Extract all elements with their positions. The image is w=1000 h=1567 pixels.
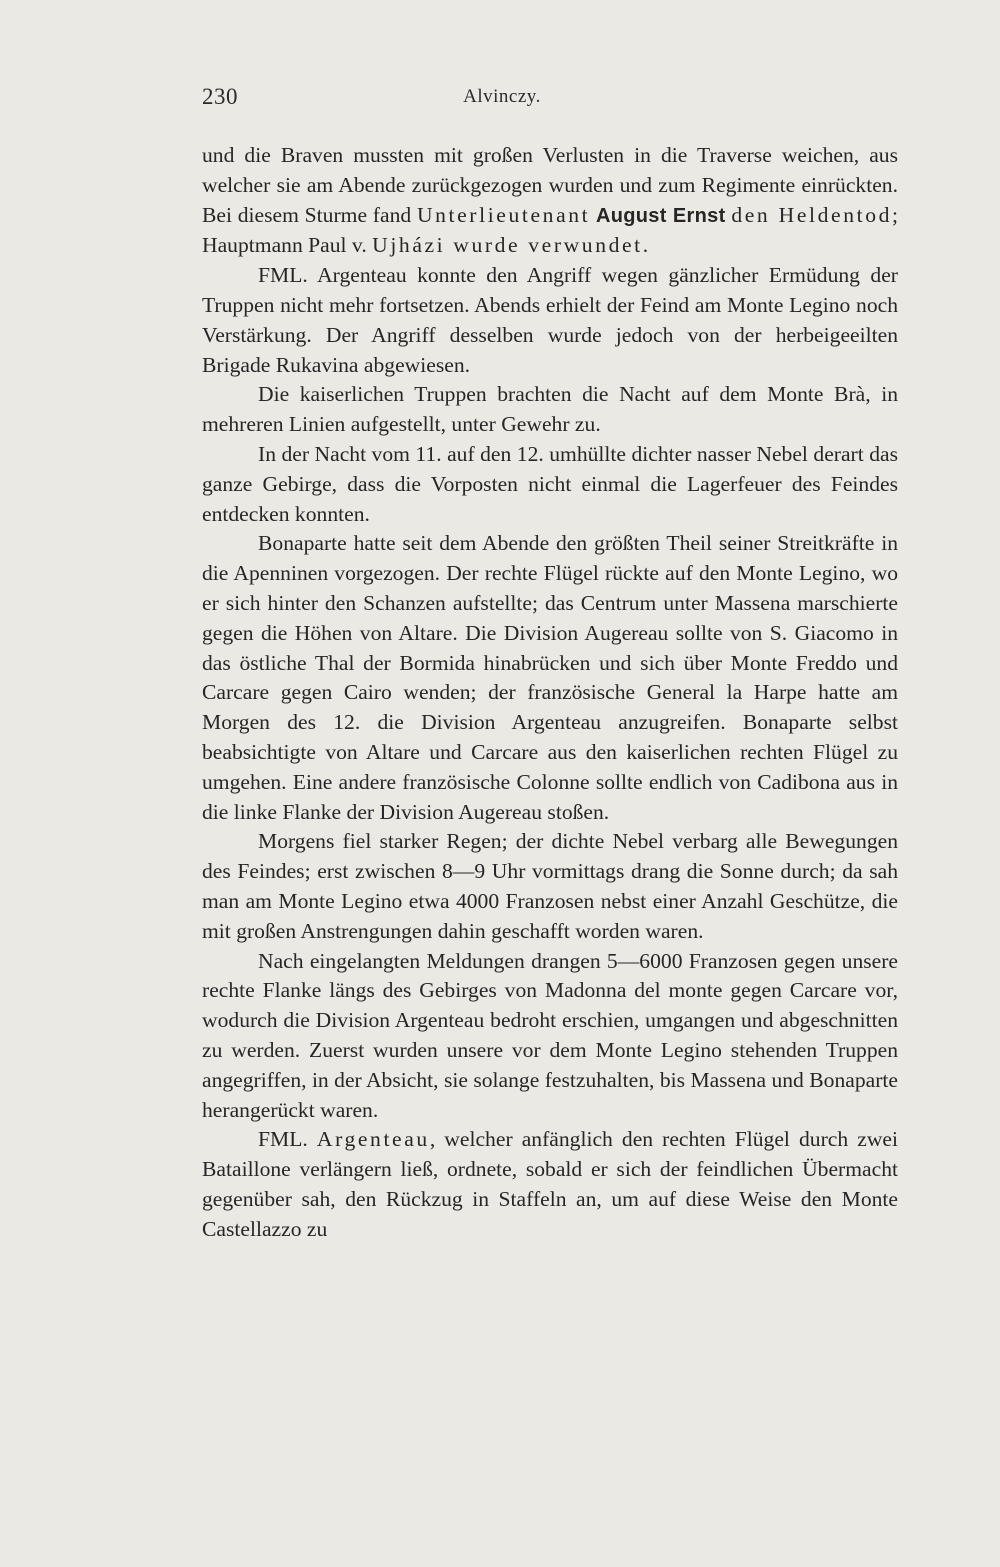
spaced-name-argenteau: Argenteau [316, 1127, 430, 1152]
page-header [202, 84, 898, 118]
paragraph-7: Nach eingelangten Meldungen drangen 5—6000 Franzosen gegen unsere rechte Flanke längs des Gebirges von Madonna del monte gegen Carcare vor, wodurch die Division Argenteau bedroht erschien, umgangen und abgeschnitten zu werden. Zuerst wurden unsere vor dem Monte Legino stehenden Truppen angegriffen, in der Absicht, sie solange festzuhalten, bis Massena und Bonaparte herangerückt waren. [202, 948, 898, 1122]
paragraph-8 [202, 1125, 898, 1244]
paragraph-1 [202, 141, 898, 261]
spaced-phrase-heldentod: den Heldentod [731, 202, 892, 227]
paragraph-4: In der Nacht vom 11. auf den 12. umhüllte dichter nasser Nebel derart das ganze Gebirge, dass die Vorposten nicht einmal die Lagerfeuer des Feindes entdecken konnten. [202, 441, 898, 526]
spaced-phrase-ujhazi: Ujházi wurde verwundet. [372, 233, 651, 258]
paragraph-8-text-a: FML. [258, 1127, 317, 1152]
spaced-rank-unterlieutenant: Unterlieutenant [416, 202, 591, 227]
bold-name-august-ernst: August Ernst [596, 204, 726, 227]
paragraph-1-text-b: ; Hauptmann Paul v. [202, 202, 898, 258]
page-number: 230 [202, 84, 238, 109]
body-text [202, 141, 898, 1244]
paragraph-6: Morgens fiel starker Regen; der dichte Nebel verbarg alle Bewegungen des Feindes; erst zwischen 8—9 Uhr vormittags drang die Sonne durch; da sah man am Monte Legino etwa 4000 Franzosen nebst einer Anzahl Geschütze, die mit großen Anstrengungen dahin geschafft worden waren. [202, 829, 898, 943]
running-title: Alvinczy. [463, 86, 541, 107]
paragraph-3: Die kaiserlichen Truppen brachten die Nacht auf dem Monte Brà, in mehreren Linien aufgestellt, unter Gewehr zu. [202, 382, 898, 437]
paragraph-2: FML. Argenteau konnte den Angriff wegen gänzlicher Ermüdung der Truppen nicht mehr fortsetzen. Abends erhielt der Feind am Monte Legino noch Verstärkung. Der Angriff desselben wurde jedoch von der herbeigeeilten Brigade Rukavina abgewiesen. [202, 263, 898, 377]
paragraph-5: Bonaparte hatte seit dem Abende den größten Theil seiner Streitkräfte in die Apenninen vorgezogen. Der rechte Flügel rückte auf den Monte Legino, wo er sich hinter den Schanzen aufstellte; das Centrum unter Massena marschierte gegen die Höhen von Altare. Die Division Augereau sollte von S. Giacomo in das östliche Thal der Bormida hinabrücken und sich über Monte Freddo und Carcare gegen Cairo wenden; der französische General la Harpe hatte am Morgen des 12. die Division Argenteau anzugreifen. Bonaparte selbst beabsichtigte von Altare und Carcare aus den kaiserlichen rechten Flügel zu umgehen. Eine andere französische Colonne sollte endlich von Cadibona aus in die linke Flanke der Division Augereau stoßen. [202, 531, 898, 824]
paragraph-1-text-a: und die Braven mussten mit großen Verlusten in die Traverse weichen, aus welcher sie am Abende zurückgezogen wurden und zum Regimente einrückten. Bei diesem Sturme fand [202, 143, 898, 227]
paragraph-8-text-b: , welcher anfänglich den rechten Flügel durch zwei Bataillone verlängern ließ, ordnete, sobald er sich der feindlichen Übermacht gegenüber sah, den Rückzug in Staffeln an, um auf diese Weise den Monte Castellazzo zu [202, 1127, 898, 1241]
